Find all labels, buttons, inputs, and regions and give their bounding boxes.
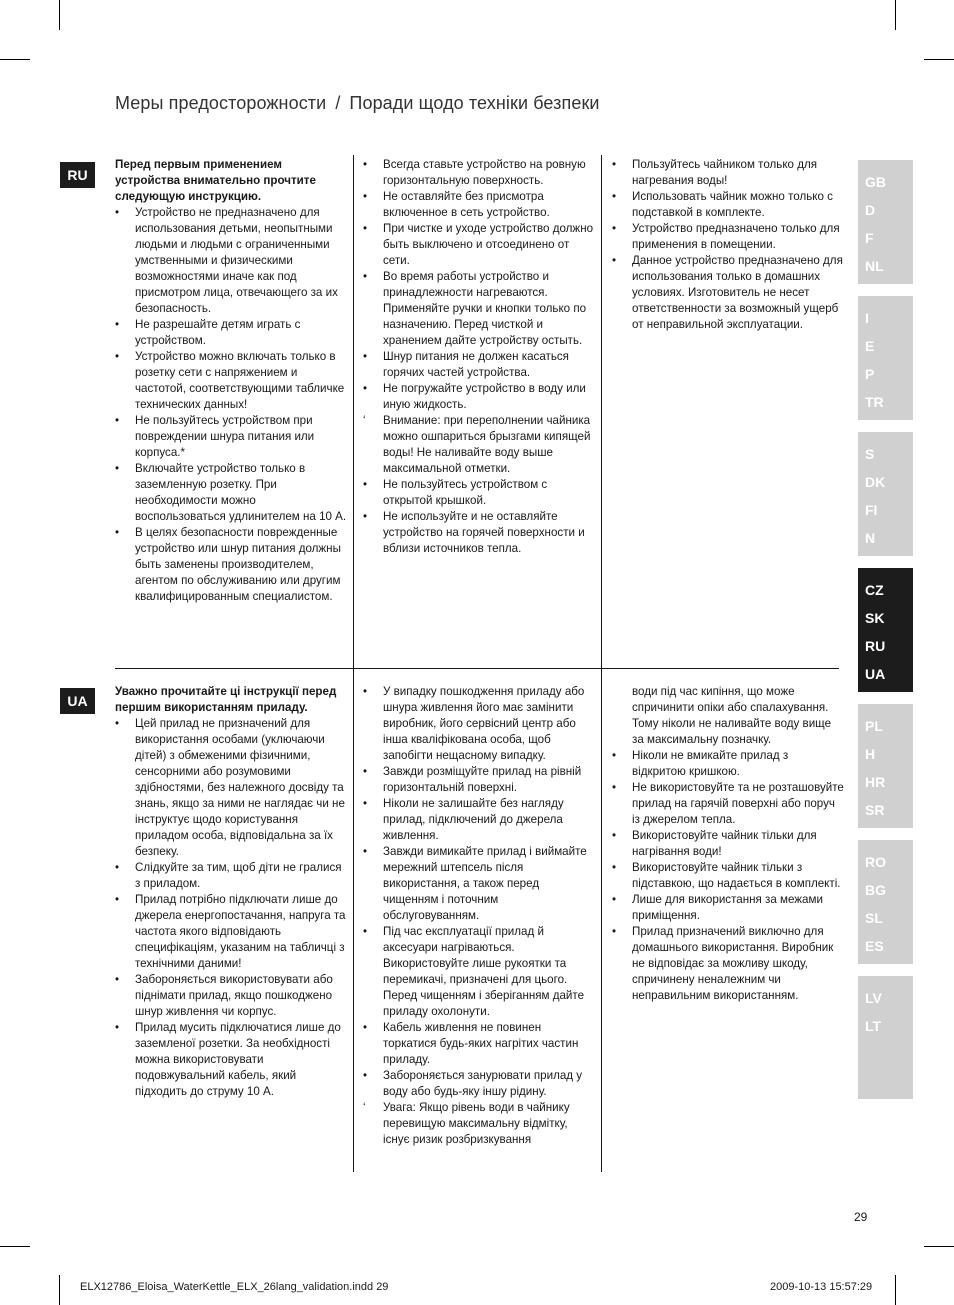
list-item [363, 924, 595, 1020]
bullet-icon: • [115, 1021, 120, 1034]
bullet-icon: • [115, 206, 120, 219]
language-tab-gb: GB [865, 174, 886, 190]
list-item [363, 509, 595, 557]
language-tab-pl: PL [865, 718, 883, 734]
ru-column-1 [115, 157, 347, 605]
page-title [115, 93, 600, 114]
bullet-icon: • [363, 158, 368, 171]
page-title-ua: Поради щодо техніки безпеки [349, 93, 600, 113]
bullet-icon: • [363, 190, 368, 203]
bullet-icon: • [115, 318, 120, 331]
language-tab-es: ES [865, 938, 884, 954]
bullet-list [612, 157, 844, 333]
list-item [115, 1020, 347, 1100]
column-divider [601, 155, 602, 669]
bullet-icon: • [612, 893, 617, 906]
language-tab-group [858, 840, 913, 964]
language-tab-p: P [865, 366, 875, 382]
page-number: 29 [854, 1210, 868, 1224]
bullet-icon: • [115, 717, 120, 730]
list-item [363, 1068, 595, 1100]
column-divider [353, 669, 354, 1172]
bullet-icon: • [115, 350, 120, 363]
bullet-icon: • [363, 222, 368, 235]
language-tab-d: D [865, 202, 876, 218]
list-item [115, 716, 347, 860]
list-item-text: Устройство можно включать только в розетку сети с напряжением и частотой, соответствующими табличке технических данных! [135, 350, 345, 411]
list-item-text: Завжди вимикайте прилад і виймайте мережний штепсель після використання, а також перед чищенням і поточним обслуговуванням. [383, 845, 587, 922]
list-item [363, 157, 595, 189]
language-tab-tr: TR [865, 394, 884, 410]
language-tab-e: E [865, 338, 875, 354]
list-item [363, 477, 595, 509]
list-item [363, 349, 595, 381]
language-tab-n: N [865, 530, 876, 546]
bullet-icon: • [612, 190, 617, 203]
list-item [612, 748, 844, 780]
ua-column-3 [612, 684, 844, 1004]
list-item-text: Пользуйтесь чайником только для нагревания воды! [632, 158, 818, 187]
continued-text: води під час кипіння, що може спричинити опіки або спалахування. Тому ніколи не наливайте воду вище за максимальну позначку. [632, 685, 832, 746]
language-tab-sk: SK [865, 610, 885, 626]
language-tab-s: S [865, 446, 875, 462]
language-tab-group [858, 976, 913, 1099]
list-item-text: Лише для використання за межами приміщення. [632, 893, 823, 922]
bullet-icon: • [363, 350, 368, 363]
bullet-icon: • [115, 526, 120, 539]
bullet-icon: • [363, 845, 368, 858]
ru-column-2 [363, 157, 595, 557]
list-item [115, 972, 347, 1020]
list-item-text: У випадку пошкодження приладу або шнура живлення його має замінити виробник, його сервісний центр або інша кваліфікована особа, щоб запобігти нещасному випадку. [383, 685, 585, 762]
ru-column-3 [612, 157, 844, 333]
bullet-icon: • [363, 382, 368, 395]
footer-timestamp: 2009-10-13 15:57:29 [770, 1281, 873, 1293]
language-tab-group [858, 568, 913, 692]
list-item [612, 924, 844, 1004]
bullet-icon: • [115, 414, 120, 427]
list-item-text: Під час експлуатації прилад й аксесуари нагріваються. Використовуйте лише рукоятки та перемикачі, призначені для цього. Перед чищенням і зберіганням дайте приладу охолонути. [383, 925, 585, 1018]
bullet-icon: • [363, 765, 368, 778]
warning-marker-icon: ‘ [363, 414, 366, 427]
warning-marker-icon: ‘ [363, 1101, 366, 1114]
language-tab-i: I [865, 310, 869, 326]
language-tab-sr: SR [865, 802, 885, 818]
list-item-text: Не оставляйте без присмотра включенное в сеть устройство. [383, 190, 550, 219]
list-item-text: Не пользуйтесь устройством при повреждении шнура питания или корпуса.* [135, 414, 315, 459]
list-item [115, 413, 347, 461]
list-item-text: Не разрешайте детям играть с устройством. [135, 318, 301, 347]
list-item [115, 892, 347, 972]
list-item-text: Всегда ставьте устройство на ровную горизонтальную поверхность. [383, 158, 586, 187]
list-item-text: Ніколи не залишайте без нагляду прилад, підключений до джерела живлення. [383, 797, 564, 842]
language-tab-hr: HR [865, 774, 886, 790]
language-tab-group [858, 296, 913, 420]
list-item-text: Забороняється занурювати прилад у воду або будь-яку іншу рідину. [383, 1069, 583, 1098]
list-item [363, 381, 595, 413]
list-item [363, 221, 595, 269]
list-item [612, 860, 844, 892]
list-item-text: При чистке и уходе устройство должно быть выключено и отсоединено от сети. [383, 222, 594, 267]
list-item [612, 189, 844, 221]
bullet-icon: • [363, 1069, 368, 1082]
list-item-text: Використовуйте чайник тільки з підставкою, що надається в комплекті. [632, 861, 841, 890]
language-tab-sl: SL [865, 910, 883, 926]
bullet-icon: • [612, 222, 617, 235]
list-item-text: Внимание: при переполнении чайника можно ошпариться брызгами кипящей воды! Не наливайте воду выше максимальной отметки. [383, 414, 591, 475]
crop-mark [59, 1275, 60, 1305]
language-tab-dk: DK [865, 474, 886, 490]
list-item [612, 157, 844, 189]
language-tab-f: F [865, 230, 874, 246]
list-item-text: Прилад мусить підключатися лише до заземленої розетки. За необхідності можна використовувати подовжувальний кабель, який підходить до струму 10 А. [135, 1021, 341, 1098]
list-item [363, 189, 595, 221]
list-item-text: Прилад потрібно підключати лише до джерела енергопостачання, напруга та частота якого відповідають специфікаціям, указаним на табличці з технічними даними! [135, 893, 346, 970]
list-item-text: Не пользуйтесь устройством с открытой крышкой. [383, 478, 548, 507]
bullet-icon: • [612, 158, 617, 171]
language-tab-lv: LV [865, 990, 882, 1006]
page-title-ru: Меры предосторожности [115, 93, 327, 113]
list-item [363, 1020, 595, 1068]
crop-mark [59, 0, 60, 30]
list-item-text: Забороняється використовувати або піднімати прилад, якщо пошкоджено шнур живлення чи корпус. [135, 973, 333, 1018]
language-tab-bg: BG [865, 882, 886, 898]
bullet-icon: • [115, 893, 120, 906]
column-divider [601, 669, 602, 1172]
bullet-icon: • [612, 749, 617, 762]
bullet-icon: • [363, 925, 368, 938]
crop-mark [895, 1275, 896, 1305]
bullet-icon: • [612, 781, 617, 794]
section-divider [115, 668, 839, 669]
language-tab-group [858, 432, 913, 556]
language-tab-h: H [865, 746, 876, 762]
bullet-icon: • [115, 973, 120, 986]
list-item-text: Використовуйте чайник тільки для нагрівання води! [632, 829, 817, 858]
bullet-icon: • [363, 510, 368, 523]
list-item [363, 413, 595, 477]
bullet-list [363, 157, 595, 557]
bullet-list [115, 716, 347, 1100]
bullet-icon: • [363, 270, 368, 283]
list-item-text: Увага: Якщо рівень води в чайнику перевищую максимальну відмітку, існує ризик розбризкування [383, 1101, 570, 1146]
crop-mark [0, 59, 30, 60]
language-tab-ru: RU [865, 638, 886, 654]
bullet-list [612, 748, 844, 1004]
list-item-text: Не використовуйте та не розташовуйте прилад на гарячій поверхні або поруч із джерелом тепла. [632, 781, 844, 826]
list-item-text: Данное устройство предназначено для использования только в домашних условиях. Изготовитель не несет ответственности за возможный ущерб от неправильной эксплуатации. [632, 254, 843, 331]
bullet-icon: • [612, 925, 617, 938]
list-item-text: Прилад призначений виключно для домашнього використання. Виробник не відповідає за можливу шкоду, спричинену неналежним чи неправильним використанням. [632, 925, 834, 1002]
list-item [612, 780, 844, 828]
language-tab-ro: RO [865, 854, 886, 870]
bullet-icon: • [612, 829, 617, 842]
list-item-text: Не погружайте устройство в воду или иную жидкость. [383, 382, 586, 411]
ua-column-1 [115, 684, 347, 1100]
list-item-text: Кабель живлення не повинен торкатися будь-яких нагрітих частин приладу. [383, 1021, 579, 1066]
bullet-list [115, 205, 347, 605]
crop-mark [924, 59, 954, 60]
list-item [115, 317, 347, 349]
bullet-icon: • [363, 1021, 368, 1034]
list-item-text: Устройство предназначено только для применения в помещении. [632, 222, 840, 251]
list-item [115, 461, 347, 525]
list-item [115, 205, 347, 317]
list-item [115, 349, 347, 413]
list-item [363, 764, 595, 796]
language-tab-fi: FI [865, 502, 878, 518]
list-item [612, 828, 844, 860]
language-badge-ru: RU [60, 162, 95, 188]
language-tab-group [858, 704, 913, 828]
section-heading: Уважно прочитайте ці інструкції перед першим використанням приладу. [115, 685, 337, 714]
bullet-icon: • [115, 861, 120, 874]
footer-filename: ELX12786_Eloisa_WaterKettle_ELX_26lang_validation.indd 29 [80, 1281, 389, 1293]
list-item-text: Цей прилад не призначений для використання особами (уключаючи дітей) з обмеженими фізичними, сенсорними або розумовими здібностями, без належного досвіду та знань, якщо за ними не наглядає чи не інструктує щодо користування приладом особа, відповідальна за їх безпеку. [135, 717, 345, 858]
list-item-text: Завжди розміщуйте прилад на рівній горизонтальній поверхні. [383, 765, 582, 794]
list-item [612, 253, 844, 333]
list-item [612, 892, 844, 924]
list-item [363, 796, 595, 844]
language-tab-group [858, 160, 913, 284]
list-item [363, 844, 595, 924]
bullet-icon: • [612, 254, 617, 267]
column-divider [353, 155, 354, 669]
list-item-text: В целях безопасности поврежденные устройство или шнур питания должны быть заменены производителем, агентом по обслуживанию или другим квалифицированным специалистом. [135, 526, 341, 603]
language-tab-lt: LT [865, 1018, 882, 1034]
list-item [612, 221, 844, 253]
crop-mark [895, 0, 896, 30]
list-item [363, 684, 595, 764]
bullet-icon: • [363, 478, 368, 491]
list-item-text: Включайте устройство только в заземленную розетку. При необходимости можно воспользоваться удлинителем на 10 А. [135, 462, 347, 523]
bullet-list [363, 684, 595, 1148]
list-item-text: Слідкуйте за тим, щоб діти не гралися з приладом. [135, 861, 342, 890]
bullet-icon: • [612, 861, 617, 874]
ua-column-2 [363, 684, 595, 1148]
language-tab-nl: NL [865, 258, 884, 274]
bullet-icon: • [115, 462, 120, 475]
section-heading: Перед первым применением устройства внимательно прочтите следующую инструкцию. [115, 158, 316, 203]
list-item-text: Использовать чайник можно только с подставкой в комплекте. [632, 190, 833, 219]
language-tab-cz: CZ [865, 582, 884, 598]
list-item [363, 269, 595, 349]
list-item-text: Не используйте и не оставляйте устройство на горячей поверхности и вблизи источников тепла. [383, 510, 585, 555]
list-item-text: Во время работы устройство и принадлежности нагреваются. Применяйте ручки и кнопки только по назначению. Перед чисткой и хранением дайте устройству остыть. [383, 270, 587, 347]
crop-mark [924, 1246, 954, 1247]
bullet-icon: • [363, 685, 368, 698]
list-item [115, 860, 347, 892]
list-item-text: Ніколи не вмикайте прилад з відкритою кришкою. [632, 749, 789, 778]
list-item [115, 525, 347, 605]
language-badge-ua: UA [60, 688, 95, 714]
list-item-text: Шнур питания не должен касаться горячих частей устройства. [383, 350, 569, 379]
title-separator: / [335, 93, 341, 113]
list-item-text: Устройство не предназначено для использования детьми, неопытными людьми и людьми с ограниченными умственными и физическими возможностями иначе как под присмотром лица, отвечающего за их безопасность. [135, 206, 338, 315]
crop-mark [0, 1246, 30, 1247]
list-item [363, 1100, 595, 1148]
language-tab-ua: UA [865, 666, 886, 682]
bullet-icon: • [363, 797, 368, 810]
